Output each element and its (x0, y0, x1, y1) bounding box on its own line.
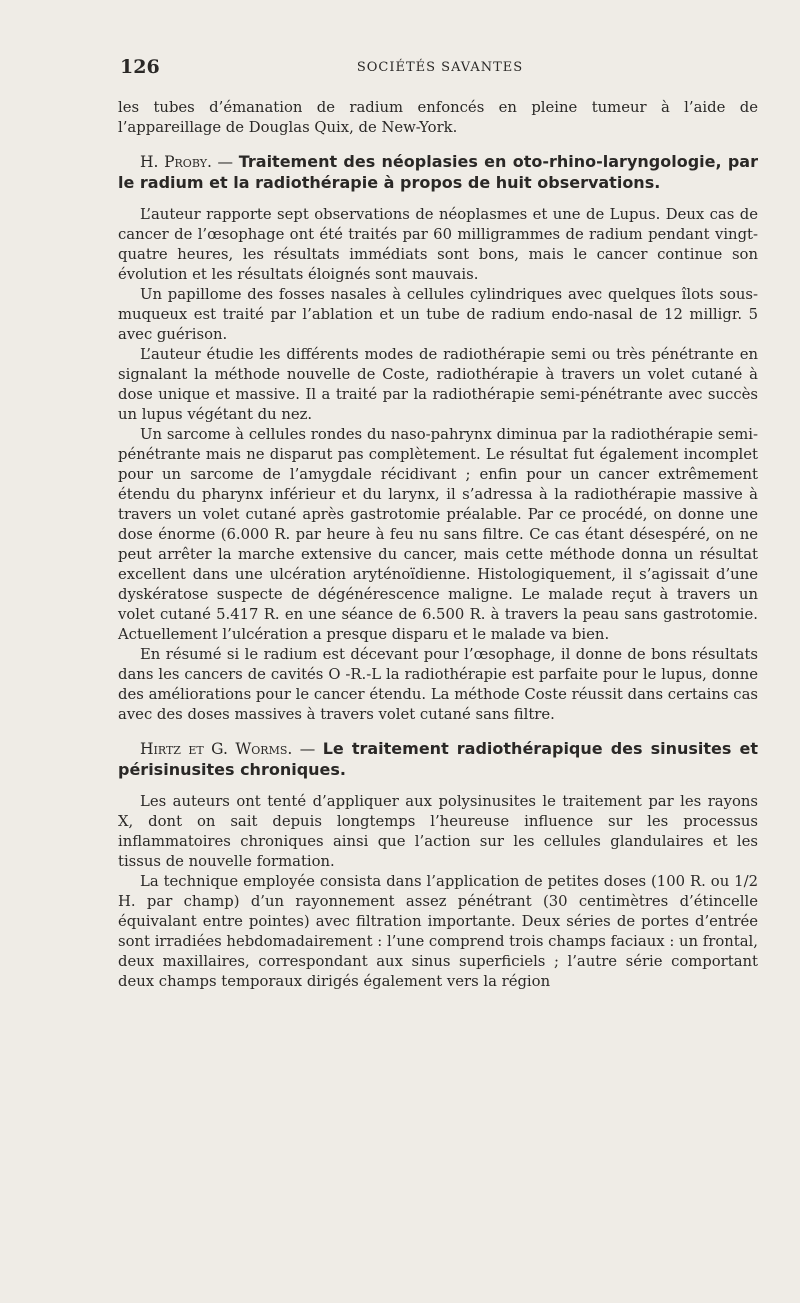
section-1-dash: — (211, 153, 239, 171)
section-2-title: Le traitement radiothérapique des sinusites et périsinusites chroniques. (118, 739, 758, 779)
page-number: 126 (120, 56, 160, 78)
section-2-authors: Hirtz et G. Worms. (140, 740, 293, 758)
section-1-paragraph: L’auteur rapporte sept observations de néoplasmes et une de Lupus. Deux cas de cancer de l’œsophage ont été traités par 60 milligrammes de radium pendant vingt-quatre heures, les résultats immédiats sont bons, mais le cancer continue son évolution et les résultats éloignés sont mauvais. (118, 206, 758, 283)
section-1-paragraph: Un papillome des fosses nasales à cellules cylindriques avec quelques îlots sous-muqueux est traité par l’ablation et un tube de radium endo-nasal de 12 milligr. 5 avec guérison. (118, 286, 758, 343)
continuation-paragraph: les tubes d’émanation de radium enfoncés en pleine tumeur à l’aide de l’appareillage de Douglas Quix, de New-York. (118, 99, 758, 136)
running-head (120, 56, 760, 82)
running-title: SOCIÉTÉS SAVANTES (356, 60, 524, 75)
section-1-paragraph: En résumé si le radium est décevant pour l’œsophage, il donne de bons résultats dans les cancers de cavités O -R.-L la radiothérapie est parfaite pour le lupus, donne des améliorations pour le cancer étendu. La méthode Coste réussit dans certains cas avec des doses massives à travers volet cutané sans filtre. (118, 646, 758, 723)
body-text (118, 98, 758, 992)
section-1-paragraph: Un sarcome à cellules rondes du naso-pahrynx diminua par la radiothérapie semi-pénétrante mais ne disparut pas complètement. Le résultat fut également incomplet pour un sarcome de l’amygdale récidivant ; enfin pour un cancer extrêmement étendu du pharynx inférieur et du larynx, il s’adressa à la radiothérapie massive à travers un volet cutané après gastrotomie préalable. Par ce procédé, on donne une dose énorme (6.000 R. par heure à feu nu sans filtre. Ce cas étant désespéré, on ne peut arrêter la marche extensive du cancer, mais cette méthode donna un résultat excellent dans une ulcération aryténoïdienne. Histologiquement, il s’agissait d’une dyskératose suspecte de dégénérescence maligne. Le malade reçut à travers un volet cutané 5.417 R. en une séance de 6.500 R. à travers la peau sans gastrotomie. Actuellement l’ulcération a presque disparu et le malade va bien. (118, 426, 758, 643)
section-1-authors: H. Proby. (140, 153, 212, 171)
section-2-dash: — (292, 740, 323, 758)
section-2-heading (118, 739, 758, 780)
section-1-paragraph: L’auteur étudie les différents modes de radiothérapie semi ou très pénétrante en signalant la méthode nouvelle de Coste, radiothérapie à travers un volet cutané à dose unique et massive. Il a traité par la radiothérapie semi-pénétrante avec succès un lupus végétant du nez. (118, 346, 758, 423)
section-1-title: Traitement des néoplasies en oto-rhino-laryngologie, par le radium et la radiothérapie à propos de huit observations. (118, 152, 758, 192)
section-2-paragraph: Les auteurs ont tenté d’appliquer aux polysinusites le traitement par les rayons X, dont on sait depuis longtemps l’heureuse influence sur les processus inflammatoires chroniques ainsi que l’action sur les cellules glandulaires et les tissus de nouvelle formation. (118, 793, 758, 870)
section-2-paragraph: La technique employée consista dans l’application de petites doses (100 R. ou 1/2 H. par champ) d’un rayonnement assez pénétrant (30 centimètres d’étincelle équivalant entre pointes) avec filtration importante. Deux séries de portes d’entrée sont irradiées hebdomadairement : l’une comprend trois champs faciaux : un frontal, deux maxillaires, correspondant aux sinus superficiels ; l’autre série comportant deux champs temporaux dirigés également vers la région (118, 873, 758, 990)
section-1-heading (118, 152, 758, 193)
